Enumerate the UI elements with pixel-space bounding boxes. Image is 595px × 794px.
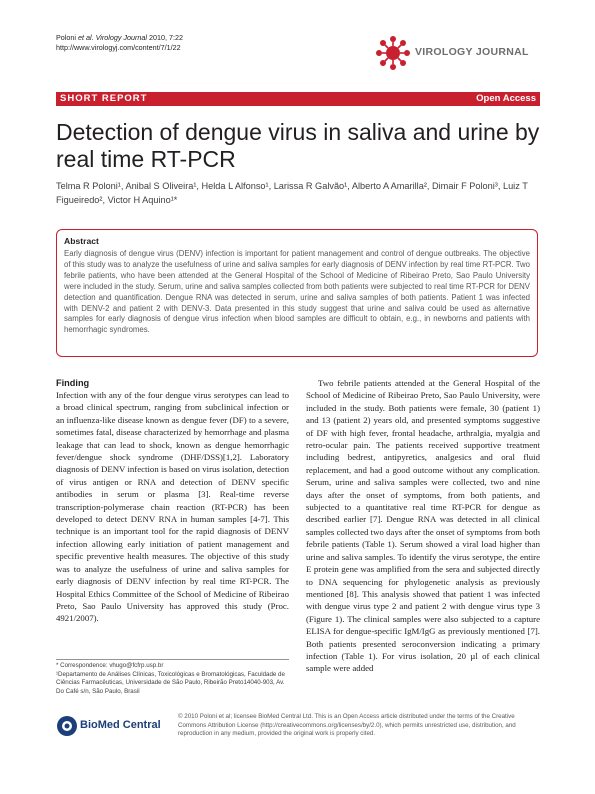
citation-etal: et al. xyxy=(77,33,94,42)
journal-logo-text: VIROLOGY JOURNAL xyxy=(415,46,529,58)
article-type-label: SHORT REPORT xyxy=(60,93,148,104)
virus-logo-icon xyxy=(375,35,411,71)
article-title: Detection of dengue virus in saliva and urine by real time RT-PCR xyxy=(56,119,540,172)
citation-authors: Poloni xyxy=(56,33,78,42)
article-url[interactable]: http://www.virologyj.com/content/7/1/22 xyxy=(56,42,181,52)
footnote-divider xyxy=(56,659,289,660)
affiliation-note: ¹Departamento de Análises Clínicas, Toxicológicas e Bromatológicas, Faculdade de Ciências Farmacêuticas, Universidade de São Paulo, Ribeirão Preto14040-903, Av. Do Café s/n, São Paulo, Brasil xyxy=(56,670,285,695)
abstract-text: Early diagnosis of dengue virus (DENV) infection is important for patient management and control of dengue outbreaks. The objective of this study was to analyze the usefulness of urine and saliva samples for early diagnosis of DENV infection by real time RT-PCR. Two febrile patients, who have been attended at the General Hospital of the School of Medicine of Ribeirao Preto, Sao Paulo University were included in the study. Serum, urine and saliva samples collected from both patients were subjected to real time RT-PCR for DENV detection and quantification. Dengue RNA was detected in serum, urine and saliva samples of both patients. Patient 1 was infected with DENV-2 and patient 2 with DENV-3. Data presented in this study suggest that urine and saliva could be used as alternative samples for early diagnosis of dengue virus infection when blood samples are difficult to obtain, e.g., in newborns and patients with hemorrhagic syndromes. xyxy=(64,249,531,335)
author-list: Telma R Poloni¹, Anibal S Oliveira¹, Helda L Alfonso¹, Larissa R Galvão¹, Alberto A Amarilla², Dimair F Poloni³, Luiz T Figueiredo², Victor H Aquino¹* xyxy=(56,181,528,205)
abstract-box xyxy=(56,229,538,357)
footnote xyxy=(56,662,289,696)
article-type-banner xyxy=(56,92,540,106)
correspondence-note: * Correspondence: vhugo@fcfrp.usp.br xyxy=(56,662,164,669)
open-access-label: Open Access xyxy=(476,93,536,104)
citation-header xyxy=(56,33,183,53)
body-paragraph-right: Two febrile patients attended at the General Hospital of the School of Medicine of Ribeirao Preto, Sao Paulo University, were included in the study. Both patients were female, 30 (patient 1) and 13 (patient 2) years old, and presented symptoms suggestive of DF with high fever, frontal headache, arthralgia, myalgia and retro-ocular pain. The patients received supportive treatment including bedrest, antipyretics, analgesics and oral fluid replacement, and had a good outcome without any complication. Serum, urine and saliva samples were collected, two and nine days after the onset of symptoms, from both patients, and subjected to a quantitative real time RT-PCR for dengue as described earlier [7]. Dengue RNA was detected in all clinical samples collected two days after the onset of symptoms from both febrile patients (Table 1). Serum showed a viral load higher than urine and saliva samples. To identify the virus serotype, the entire E protein gene was amplified from the sera and subjected directly to DNA sequencing for phylogenetic analysis as previously mentioned [8]. This analysis showed that patient 1 was infected with dengue virus type 2 and patient 2 with dengue virus type 3 (Figure 1). The clinical samples were also subjected to a capture ELISA for dengue-specific IgM/IgG as previously mentioned [7]. Both patients presented seroconversion indicating a primary infection (Table 1). For virus isolation, 20 µl of each clinical sample were added xyxy=(306,378,540,674)
journal-logo xyxy=(375,33,545,73)
citation-journal: Virology Journal xyxy=(93,33,147,42)
publisher-logo xyxy=(56,714,176,738)
publisher-logo-text: BioMed Central xyxy=(80,719,161,731)
body-column-left xyxy=(56,377,289,625)
biomed-central-logo-icon xyxy=(56,715,78,737)
body-paragraph-left: Infection with any of the four dengue virus serotypes can lead to a broad clinical spectrum, ranging from subclinical infection or an influenza-like disease known as dengue fever (DF) to a severe, sometimes fatal, disease characterized by hemorrhage and plasma leakage that can lead to shock, known as dengue hemorrhagic fever/dengue shock syndrome (DHF/DSS)[1,2]. Laboratory diagnosis of DENV infection is based on virus isolation, detection of virus antigen or RNA and detection of DENV specific antibodies in serum or plasma [3]. Real-time reverse transcription-polymerase chain reaction (RT-PCR) has been developed to detect DENV RNA in human samples [4-7]. This technique is an important tool for the rapid diagnosis of DENV infection allowing early initiation of patient management and specific preventive health measures. The objective of this study was to analyze the usefulness of urine and saliva samples for early diagnosis of DENV infection by real time RT-PCR. The Hospital Ethics Committee of the School of Medicine of Ribeirao Preto, Sao Paulo University has approved this study (Proc. 4921/2007). xyxy=(56,390,289,624)
abstract-heading: Abstract xyxy=(64,236,99,246)
section-heading-finding: Finding xyxy=(56,378,90,388)
body-column-right xyxy=(306,377,540,675)
license-statement: © 2010 Poloni et al; licensee BioMed Central Ltd. This is an Open Access article distributed under the terms of the Creative Commons Attribution License (http://creativecommons.org/licenses/by/2.0), which permits unrestricted use, distribution, and reproduction in any medium, provided the original work is properly cited. xyxy=(178,713,516,738)
citation-volume: 2010, 7:22 xyxy=(146,33,183,42)
